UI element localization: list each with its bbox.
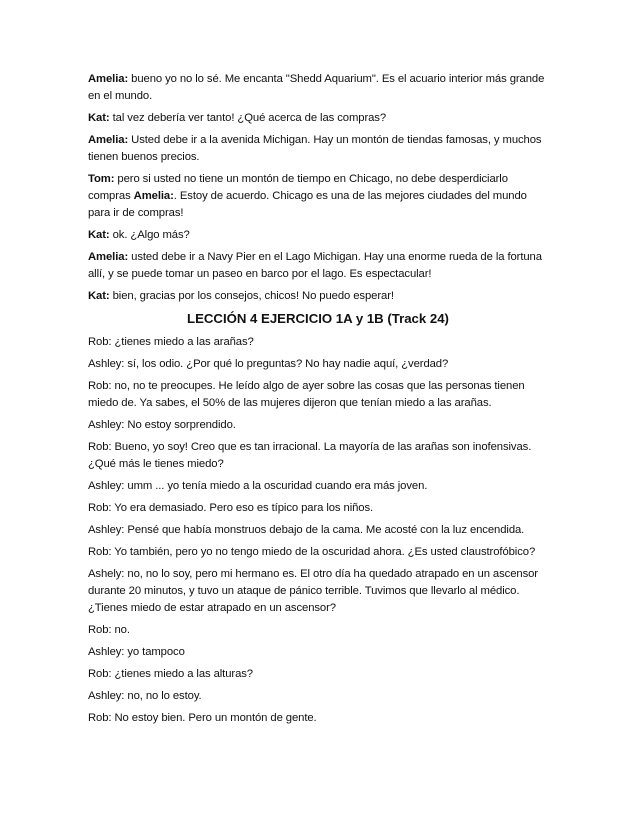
dialogue-text: bien, gracias por los consejos, chicos! No puedo esperar! (109, 290, 394, 302)
dialogue-line (88, 171, 548, 222)
dialogue-text: ok. ¿Algo más? (109, 229, 190, 241)
dialogue-text: usted debe ir a Navy Pier en el Lago Michigan. Hay una enorme rueda de la fortuna allí, y se puede tomar un paseo en barco por el lago. Es espectacular! (88, 251, 542, 280)
dialogue-line: Ashley: sí, los odio. ¿Por qué lo preguntas? No hay nadie aquí, ¿verdad? (88, 358, 449, 370)
dialogue-text: tal vez debería ver tanto! ¿Qué acerca de las compras? (109, 112, 387, 124)
dialogue-line: Rob: No estoy bien. Pero un montón de gente. (88, 712, 317, 724)
dialogue-line: Ashley: no, no lo estoy. (88, 690, 202, 702)
dialogue-line: Rob: Yo era demasiado. Pero eso es típico para los niños. (88, 502, 374, 514)
dialogue-text: bueno yo no lo sé. Me encanta "Shedd Aquarium". Es el acuario interior más grande en el mundo. (88, 73, 545, 102)
section-heading: LECCIÓN 4 EJERCICIO 1A y 1B (Track 24) (187, 311, 449, 326)
speaker-name: Kat: (88, 290, 110, 302)
dialogue-line (88, 71, 548, 105)
dialogue-text: pero si usted no tiene un montón de tiempo en Chicago, no debe desperdiciarlo compras (88, 173, 508, 202)
dialogue-line: Rob: no, no te preocupes. He leído algo de ayer sobre las cosas que las personas tienen miedo de. Ya sabes, el 50% de las mujeres dijeron que tenían miedo a las arañas. (88, 380, 525, 409)
dialogue-line (88, 227, 548, 244)
dialogue-text: Usted debe ir a la avenida Michigan. Hay un montón de tiendas famosas, y muchos tienen buenos precios. (88, 134, 542, 163)
speaker-name: Kat: (88, 229, 110, 241)
dialogue-line: Ashley: No estoy sorprendido. (88, 419, 236, 431)
dialogue-line: Rob: Yo también, pero yo no tengo miedo de la oscuridad ahora. ¿Es usted claustrofóbico? (88, 546, 536, 558)
speaker-name: Amelia: (88, 134, 129, 146)
dialogue-line (88, 288, 548, 305)
dialogue-line: Ashely: no, no lo soy, pero mi hermano es. El otro día ha quedado atrapado en un ascensor durante 20 minutos, y tuvo un ataque de pánico terrible. Tuvimos que llevarlo al médico. ¿Tienes miedo de estar atrapado en un ascensor? (88, 568, 538, 614)
dialogue-line: Rob: ¿tienes miedo a las arañas? (88, 336, 254, 348)
dialogue-text: . Estoy de acuerdo. Chicago es una de las mejores ciudades del mundo para ir de compras! (88, 190, 527, 219)
dialogue-line (88, 132, 548, 166)
speaker-name: Tom: (88, 173, 115, 185)
dialogue-line (88, 110, 548, 127)
dialogue-line: Rob: ¿tienes miedo a las alturas? (88, 668, 253, 680)
speaker-name: Amelia: (88, 73, 129, 85)
dialogue-line (88, 249, 548, 283)
speaker-name: Amelia: (133, 190, 174, 202)
dialogue-line: Ashley: Pensé que había monstruos debajo de la cama. Me acosté con la luz encendida. (88, 524, 525, 536)
document-body (88, 71, 548, 732)
speaker-name: Kat: (88, 112, 110, 124)
dialogue-line: Ashley: umm ... yo tenía miedo a la oscuridad cuando era más joven. (88, 480, 428, 492)
speaker-name: Amelia: (88, 251, 129, 263)
dialogue-line: Ashley: yo tampoco (88, 646, 185, 658)
dialogue-line: Rob: Bueno, yo soy! Creo que es tan irracional. La mayoría de las arañas son inofensivas. ¿Qué más le tienes miedo? (88, 441, 532, 470)
dialogue-line: Rob: no. (88, 624, 130, 636)
